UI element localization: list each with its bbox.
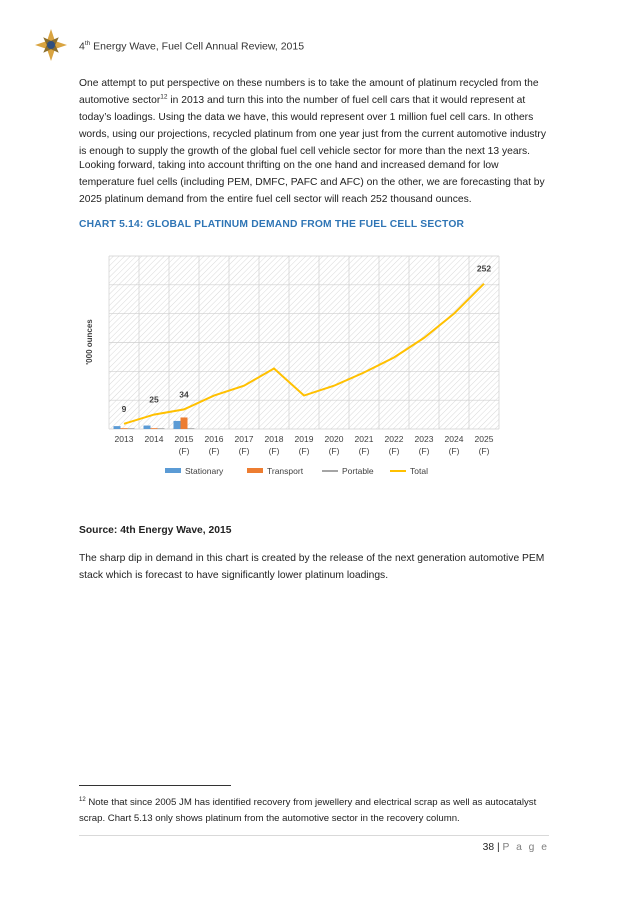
y-axis-label: '000 ounces bbox=[85, 319, 94, 365]
x-tick-sublabel-2017: (F) bbox=[238, 446, 250, 456]
x-tick-sublabel-2024: (F) bbox=[448, 446, 460, 456]
bar-stationary-2015 bbox=[174, 421, 181, 429]
bar-portable-2014 bbox=[158, 428, 165, 429]
bar-stationary-2013 bbox=[114, 426, 121, 429]
x-tick-label-2021: 2021 bbox=[354, 434, 374, 444]
legend-swatch-transport bbox=[247, 468, 263, 473]
legend-swatch-stationary bbox=[165, 468, 181, 473]
chart-source: Source: 4th Energy Wave, 2015 bbox=[79, 525, 232, 536]
chart-title: CHART 5.14: GLOBAL PLATINUM DEMAND FROM THE FUEL CELL SECTOR bbox=[79, 219, 465, 230]
bar-portable-2013 bbox=[128, 428, 135, 429]
bar-portable-2015 bbox=[188, 428, 195, 429]
data-label-2015: 34 bbox=[179, 389, 189, 400]
footnote-ref[interactable]: 12 bbox=[160, 93, 168, 101]
platinum-demand-chart bbox=[79, 228, 549, 493]
paragraph-dip-explanation: The sharp dip in demand in this chart is created by the release of the next generation automotive PEM stack which is forecast to have significantly lower platinum loadings. bbox=[79, 553, 545, 582]
x-tick-label-2018: 2018 bbox=[264, 434, 284, 444]
running-header: 4th Energy Wave, Fuel Cell Annual Review, 2015 bbox=[79, 40, 305, 53]
bar-transport-2015 bbox=[181, 417, 188, 429]
x-tick-sublabel-2023: (F) bbox=[418, 446, 430, 456]
x-tick-label-2023: 2023 bbox=[414, 434, 434, 444]
x-tick-sublabel-2019: (F) bbox=[298, 446, 310, 456]
x-tick-label-2020: 2020 bbox=[324, 434, 344, 444]
footnote-12: $^{12}$ Note that since 2005 JM has identified recovery from jewellery and electrical scrap as well as autocatalyst scrap. Chart 5.13 only shows platinum from the automotive sector in the recovery column. bbox=[79, 796, 537, 824]
paragraph-forecast: Looking forward, taking into account thrifting on the one hand and increased demand for low temperature fuel cells (including PEM, DMFC, PAFC and AFC) on the other, we are forecasting that by 2025 platinum demand from the entire fuel cell sector will reach 252 thousand ounces. bbox=[79, 160, 545, 206]
paragraph-recycled-platinum: One attempt to put perspective on these numbers is to take the amount of platinum recycled from the automotive sector$^{12}$ in 2013 and turn this into the number of fuel cell cars that it would represent at today’s loadings. Using the data we have, this would represent over 1 million fuel cell cars. In others words, using our projections, recycled platinum from one year just from the current automotive industry is enough to supply the growth of the global fuel cell vehicle sector for more than the next 13 years. bbox=[79, 78, 547, 158]
x-tick-label-2017: 2017 bbox=[234, 434, 254, 444]
x-tick-label-2016: 2016 bbox=[204, 434, 224, 444]
x-tick-label-2022: 2022 bbox=[384, 434, 404, 444]
x-tick-label-2025: 2025 bbox=[474, 434, 494, 444]
page-number: 38 | P a g e bbox=[482, 842, 549, 853]
legend-label-total: Total bbox=[410, 466, 428, 476]
x-tick-label-2019: 2019 bbox=[294, 434, 314, 444]
x-tick-sublabel-2018: (F) bbox=[268, 446, 280, 456]
legend-label-portable: Portable bbox=[342, 466, 374, 476]
chart-legend bbox=[165, 466, 428, 476]
x-tick-label-2013: 2013 bbox=[114, 434, 134, 444]
footer-divider bbox=[79, 835, 549, 836]
data-label-2014: 25 bbox=[149, 394, 159, 405]
company-logo bbox=[34, 28, 68, 62]
bar-transport-2014 bbox=[151, 428, 158, 429]
x-tick-sublabel-2025: (F) bbox=[478, 446, 490, 456]
legend-label-transport: Transport bbox=[267, 466, 304, 476]
footnote-divider bbox=[79, 785, 231, 786]
bar-stationary-2014 bbox=[144, 426, 151, 429]
data-label-2013: 9 bbox=[121, 403, 127, 414]
x-tick-sublabel-2020: (F) bbox=[328, 446, 340, 456]
x-tick-sublabel-2016: (F) bbox=[208, 446, 220, 456]
x-tick-sublabel-2021: (F) bbox=[358, 446, 370, 456]
x-tick-label-2024: 2024 bbox=[444, 434, 464, 444]
x-tick-label-2014: 2014 bbox=[144, 434, 164, 444]
bar-transport-2013 bbox=[121, 428, 128, 429]
data-label-2025: 252 bbox=[476, 263, 492, 274]
x-tick-label-2015: 2015 bbox=[174, 434, 194, 444]
legend-label-stationary: Stationary bbox=[185, 466, 224, 476]
x-tick-sublabel-2015: (F) bbox=[178, 446, 190, 456]
x-tick-sublabel-2022: (F) bbox=[388, 446, 400, 456]
